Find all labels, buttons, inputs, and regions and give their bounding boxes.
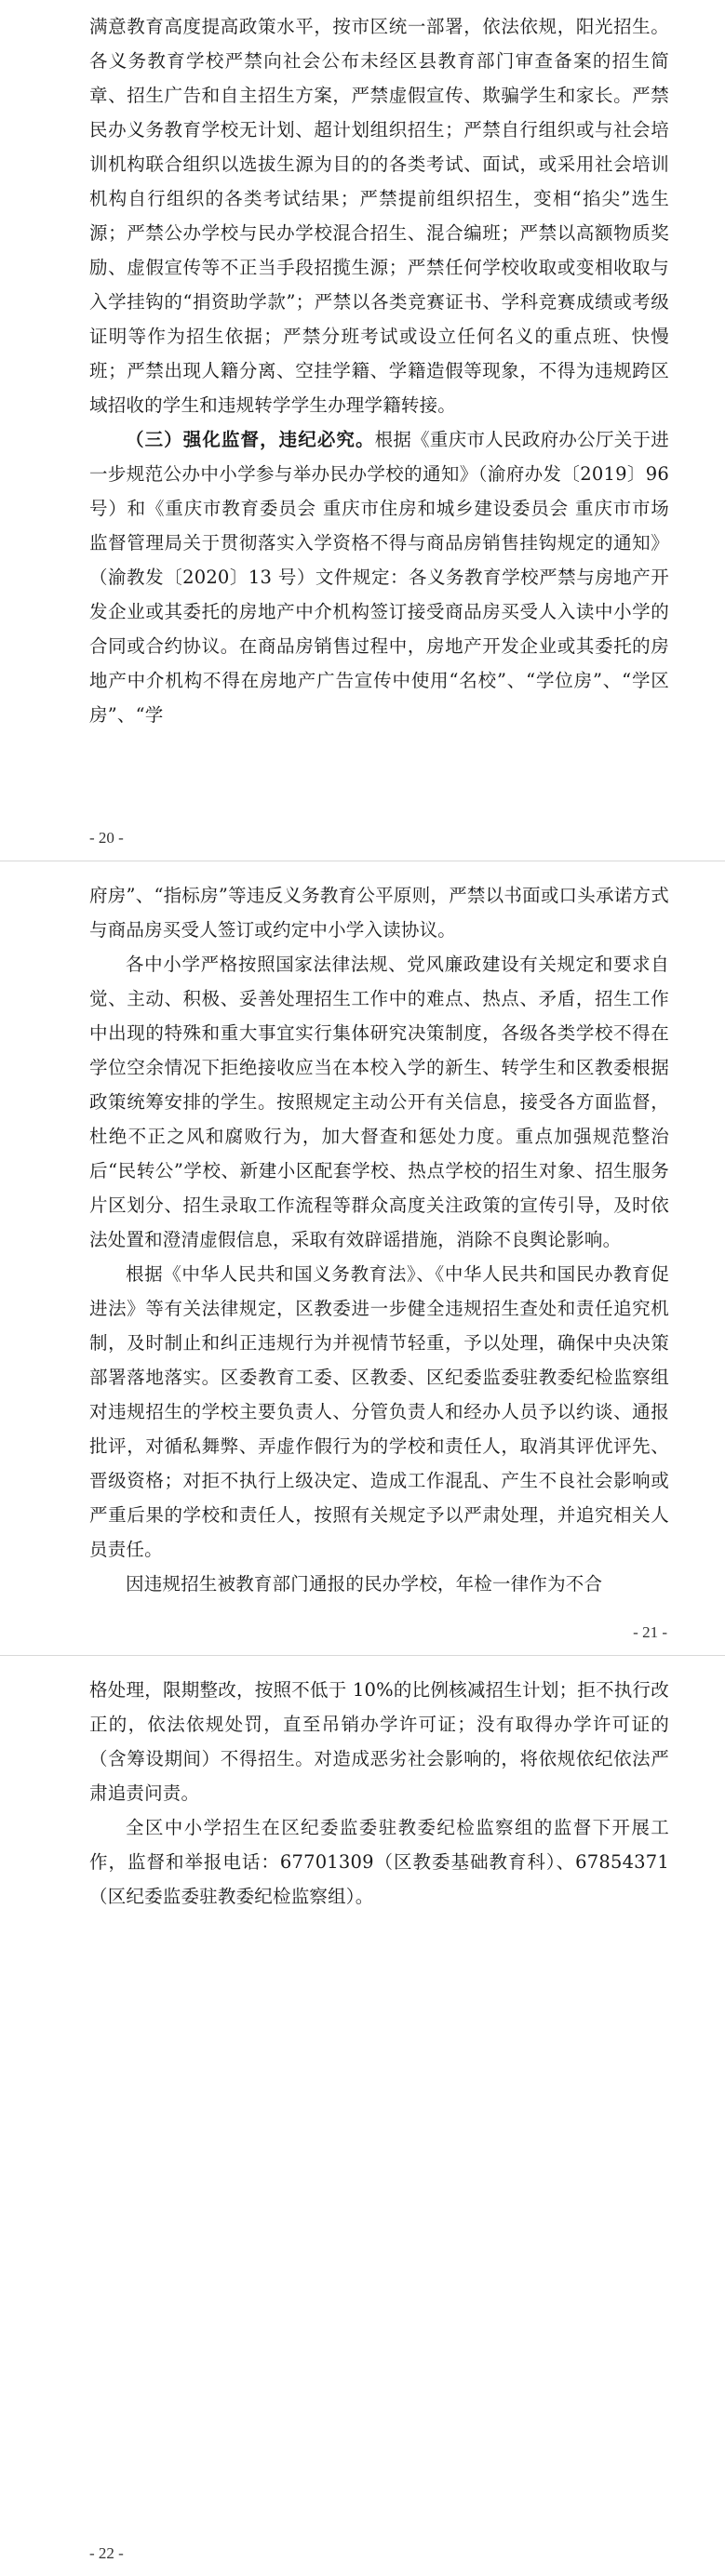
- document-page-20: [0, 0, 725, 861]
- paragraph-private-school-penalty: 因违规招生被教育部门通报的民办学校，年检一律作为不合: [126, 1573, 603, 1595]
- document-page-21: [0, 861, 725, 1655]
- paragraph-enrollment-prohibitions: 满意教育高度提高政策水平，按市区统一部署，依法依规，阳光招生。各义务教育学校严禁向社会公布未经区县教育部门审查备案的招生简章、招生广告和自主招生方案，严禁虚假宣传、欺骗学生和家长。严禁民办义务教育学校无计划、超计划组织招生；严禁自行组织或与社会培训机构联合组织以选拔生源为目的的各类考试、面试，或采用社会培训机构自行组织的各类考试结果；严禁提前组织招生，变相“掐尖”选生源；严禁公办学校与民办学校混合招生、混合编班；严禁以高额物质奖励、虚假宣传等不正当手段招揽生源；严禁任何学校收取或变相收取与入学挂钩的“捐资助学款”；严禁以各类竞赛证书、学科竞赛成绩或考级证明等作为招生依据；严禁分班考试或设立任何名义的重点班、快慢班；严禁出现人籍分离、空挂学籍、学籍造假等现象，不得为违规跨区域招收的学生和违规转学学生办理学籍转接。: [89, 16, 669, 416]
- paragraph-supervision: [89, 422, 669, 732]
- paragraph-legal-accountability: 根据《中华人民共和国义务教育法》、《中华人民共和国民办教育促进法》等有关法律规定，区教委进一步健全违规招生查处和责任追究机制，及时制止和纠正违规行为并视情节轻重，予以处理，确保中央决策部署落地落实。区委教育工委、区教委、区纪委监委驻教委纪检监察组对违规招生的学校主要负责人、分管负责人和经办人员予以约谈、通报批评，对循私舞弊、弄虚作假行为的学校和责任人，取消其评优评先、晋级资格；对拒不执行上级决定、造成工作混乱、产生不良社会影响或严重后果的学校和责任人，按照有关规定予以严肃处理，并追究相关人员责任。: [89, 1263, 669, 1560]
- page-number: - 20 -: [89, 829, 124, 847]
- paragraph-hotline: 全区中小学招生在区纪委监委驻教委纪检监察组的监督下开展工作，监督和举报电话：67701309（区教委基础教育科）、67854371（区纪委监委驻教委纪检监察组）。: [89, 1817, 669, 1907]
- page-number: - 21 -: [633, 1623, 667, 1641]
- paragraph-continued: 府房”、“指标房”等违反义务教育公平原则，严禁以书面或口头承诺方式与商品房买受人签订或约定中小学入读协议。: [89, 885, 669, 941]
- paragraph-school-duties: 各中小学严格按照国家法律法规、党风廉政建设有关规定和要求自觉、主动、积极、妥善处理招生工作中的难点、热点、矛盾，招生工作中出现的特殊和重大事宜实行集体研究决策制度，各级各类学校不得在学位空余情况下拒绝接收应当在本校入学的新生、转学生和区教委根据政策统筹安排的学生。按照规定主动公开有关信息，接受各方面监督，杜绝不正之风和腐败行为，加大督查和惩处力度。重点加强规范整治后“民转公”学校、新建小区配套学校、热点学校的招生对象、招生服务片区划分、招生录取工作流程等群众高度关注政策的宣传引导，及时依法处置和澄清虚假信息，采取有效辟谣措施，消除不良舆论影响。: [89, 954, 669, 1250]
- section-heading-supervision: （三）强化监督，违纪必究。: [126, 429, 375, 450]
- paragraph-continued: 格处理，限期整改，按照不低于 10%的比例核减招生计划；拒不执行改正的，依法依规处罚，直至吊销办学许可证；没有取得办学许可证的（含筹设期间）不得招生。对造成恶劣社会影响的，将依规依纪依法严肃追责问责。: [89, 1679, 669, 1804]
- document-page-22: [0, 1655, 725, 2576]
- paragraph-supervision-body: 根据《重庆市人民政府办公厅关于进一步规范公办中小学参与举办民办学校的通知》（渝府办发〔2019〕96 号）和《重庆市教育委员会 重庆市住房和城乡建设委员会 重庆市市场监督管理局关于贯彻落实入学资格不得与商品房销售挂钩规定的通知》（渝教发〔2020〕13 号）文件规定：各义务教育学校严禁与房地产开发企业或其委托的房地产中介机构签订接受商品房买受人入读中小学的合同或合约协议。在商品房销售过程中，房地产开发企业或其委托的房地产中介机构不得在房地产广告宣传中使用“名校”、“学位房”、“学区房”、“学: [89, 429, 669, 726]
- page-number: - 22 -: [89, 2544, 124, 2562]
